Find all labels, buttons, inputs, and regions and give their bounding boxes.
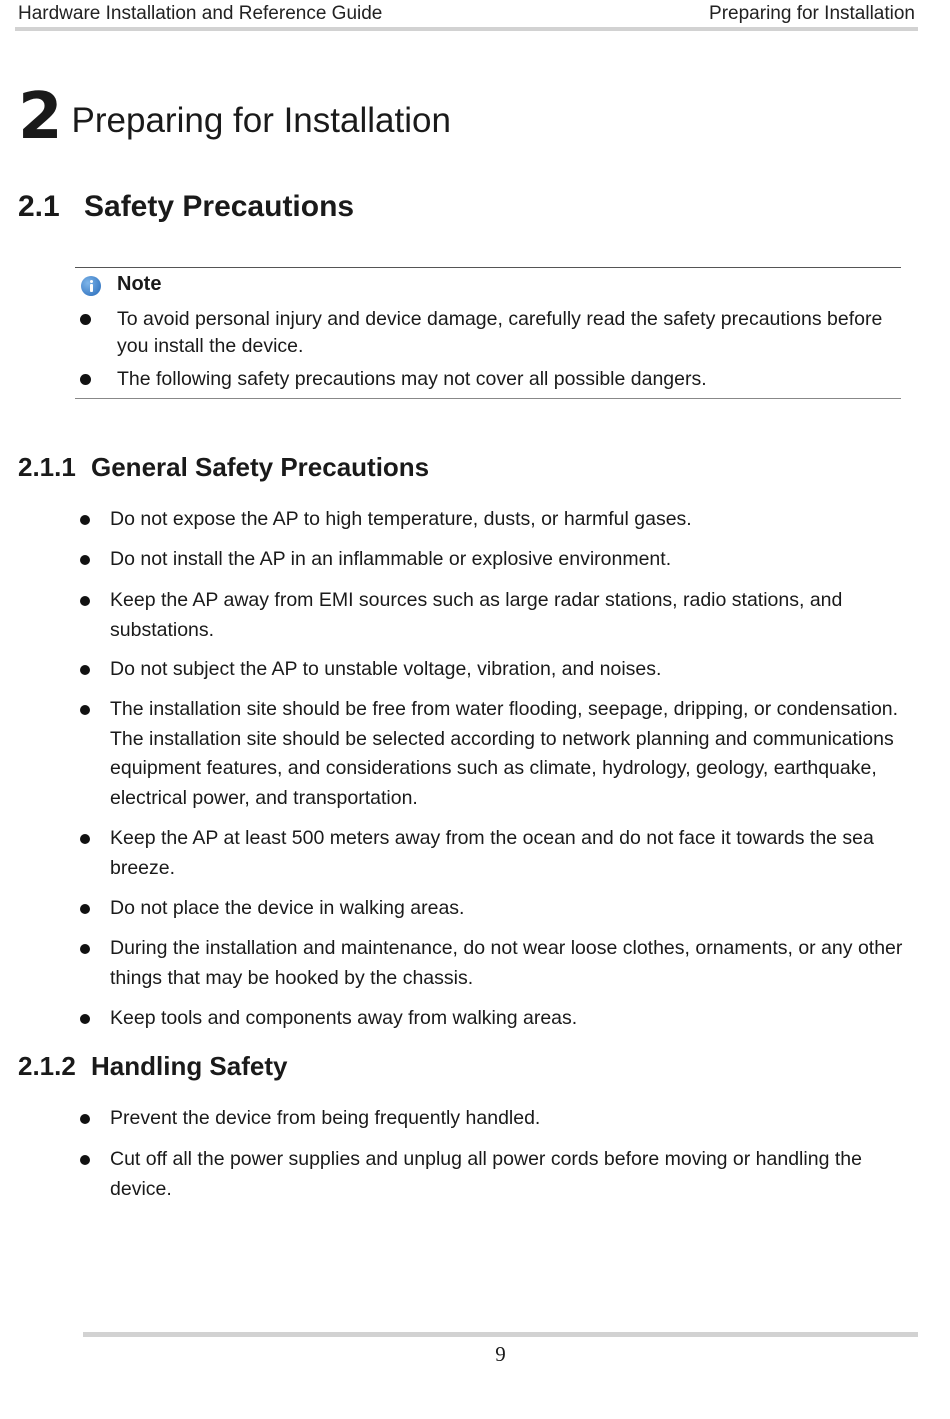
running-header-chapter: Preparing for Installation [709,3,915,24]
bullet-icon [80,314,91,325]
note-label: Note [117,273,162,295]
list-item: Keep the AP at least 500 meters away from the ocean and do not face it towards the sea breeze. [110,827,874,879]
list-item: Do not expose the AP to high temperature, dusts, or harmful gases. [110,508,692,530]
list-item: Prevent the device from being frequently handled. [110,1107,541,1129]
info-icon [81,276,101,296]
bullet-icon [80,705,90,715]
subsection-heading-general [18,452,429,483]
bullet-icon [80,374,91,385]
bullet-icon [80,1114,90,1124]
bullet-icon [80,555,90,565]
bullet-icon [80,596,90,606]
list-item: During the installation and maintenance, do not wear loose clothes, ornaments, or any other things that may be hooked by the chassis. [110,937,903,989]
header-divider [15,27,918,31]
list-item: Keep tools and components away from walking areas. [110,1007,578,1029]
footer-divider [83,1332,918,1337]
chapter-title: Preparing for Installation [71,101,451,140]
note-box [75,267,901,399]
note-item: The following safety precautions may not cover all possible dangers. [117,368,707,390]
list-item: Do not install the AP in an inflammable or explosive environment. [110,548,672,570]
subsection-number: 2.1.1 [18,452,76,482]
bullet-icon [80,1014,90,1024]
note-item: To avoid personal injury and device damage, carefully read the safety precautions before you install the device. [117,308,883,357]
list-item: Do not subject the AP to unstable voltage, vibration, and noises. [110,658,662,680]
chapter-number: 2 [18,80,62,154]
chapter-heading [18,80,451,154]
section-title: Safety Precautions [84,190,355,223]
bullet-icon [80,1155,90,1165]
bullet-icon [80,904,90,914]
section-heading [18,190,354,224]
page-number: 9 [495,1342,506,1366]
list-item: The installation site should be free from water flooding, seepage, dripping, or condensation. The installation site should be selected according to network planning and communications equipment features, and considerations such as climate, hydrology, geology, earthquake, electrical power, and transportation. [110,698,899,809]
bullet-icon [80,834,90,844]
bullet-icon [80,944,90,954]
bullet-icon [80,515,90,525]
section-number: 2.1 [18,190,60,223]
subsection-heading-handling [18,1051,287,1082]
subsection-number: 2.1.2 [18,1051,76,1081]
list-item: Keep the AP away from EMI sources such as large radar stations, radio stations, and substations. [110,589,843,641]
bullet-icon [80,665,90,675]
list-item: Do not place the device in walking areas. [110,897,465,919]
subsection-title: Handling Safety [91,1051,288,1081]
running-header-title: Hardware Installation and Reference Guide [18,3,383,24]
list-item: Cut off all the power supplies and unplug all power cords before moving or handling the device. [110,1148,862,1200]
subsection-title: General Safety Precautions [91,452,430,482]
